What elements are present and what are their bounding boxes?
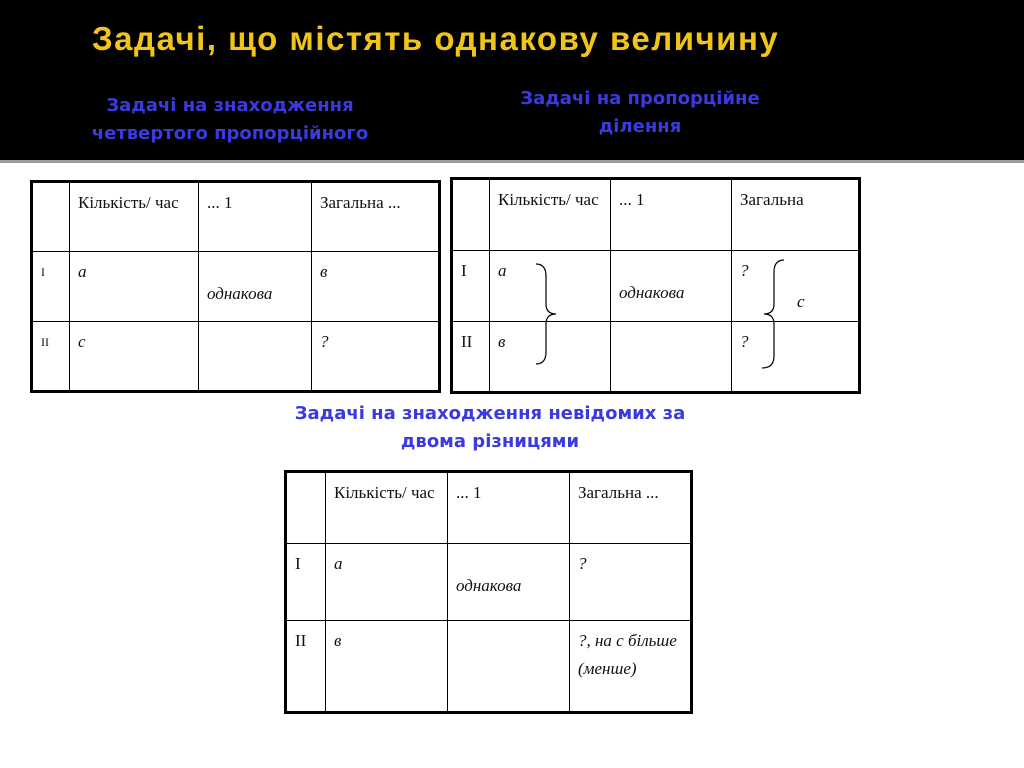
cell-per-one-text: однакова: [207, 284, 273, 303]
cell-total: в: [312, 252, 440, 322]
row-label: I: [452, 251, 490, 322]
cell-per-one: [199, 252, 312, 322]
subtitle-two-differences: Задачі на знаходження невідомих за двома різницями: [294, 403, 686, 452]
header-cell-per-one: ... 1: [448, 472, 570, 544]
cell-per-one-text: однакова: [456, 576, 522, 595]
row-label: II: [286, 621, 326, 713]
table-two-differences: [284, 470, 693, 714]
header-divider: [0, 160, 1024, 163]
cell-per-one: [448, 544, 570, 621]
header-cell-quantity: Кількість/ час: [490, 179, 611, 251]
table-row: [286, 621, 692, 713]
header-cell-total: Загальна ...: [312, 182, 440, 252]
cell-total: ?: [570, 544, 692, 621]
cell-quantity: в: [490, 322, 611, 393]
header-cell-per-one: ... 1: [611, 179, 732, 251]
table-header-row: [452, 179, 860, 251]
header-cell-per-one: ... 1: [199, 182, 312, 252]
cell-quantity: в: [326, 621, 448, 713]
table-row: [286, 544, 692, 621]
subtitle-proportional-division: Задачі на пропорційне ділення: [520, 88, 760, 137]
row-label: I: [286, 544, 326, 621]
cell-quantity: а: [70, 252, 199, 322]
header-cell-empty: [286, 472, 326, 544]
cell-quantity: а: [326, 544, 448, 621]
header-cell-quantity: Кількість/ час: [70, 182, 199, 252]
cell-per-one: [448, 621, 570, 713]
cell-total: ?, на с більше (менше): [570, 621, 692, 713]
cell-per-one: [199, 322, 312, 392]
table-header-row: [286, 472, 692, 544]
row-label: I: [32, 252, 70, 322]
brace-total-label: с: [797, 292, 805, 311]
cell-quantity: а: [490, 251, 611, 322]
cell-total: ?: [732, 251, 860, 322]
cell-per-one: [611, 322, 732, 393]
table-fourth-proportional: [30, 180, 441, 393]
slide-title: Задачі, що містять однакову величину: [92, 20, 780, 57]
cell-quantity: с: [70, 322, 199, 392]
table-row: [32, 322, 440, 392]
row-label: II: [32, 322, 70, 392]
brace-totals: [760, 258, 790, 370]
table-row: [452, 322, 860, 393]
header-cell-total: Загальна: [732, 179, 860, 251]
header-cell-total: Загальна ...: [570, 472, 692, 544]
cell-per-one: [611, 251, 732, 322]
table-row: [32, 252, 440, 322]
brace-quantities: [530, 262, 560, 366]
subtitle-fourth-proportional: Задачі на знаходження четвертого пропорційного: [91, 95, 369, 144]
table-proportional-division: [450, 177, 861, 394]
cell-total: ?: [732, 322, 860, 393]
header-cell-empty: [32, 182, 70, 252]
table-header-row: [32, 182, 440, 252]
cell-per-one-text: однакова: [619, 283, 685, 302]
header-cell-quantity: Кількість/ час: [326, 472, 448, 544]
row-label: II: [452, 322, 490, 393]
header-cell-empty: [452, 179, 490, 251]
cell-total: ?: [312, 322, 440, 392]
